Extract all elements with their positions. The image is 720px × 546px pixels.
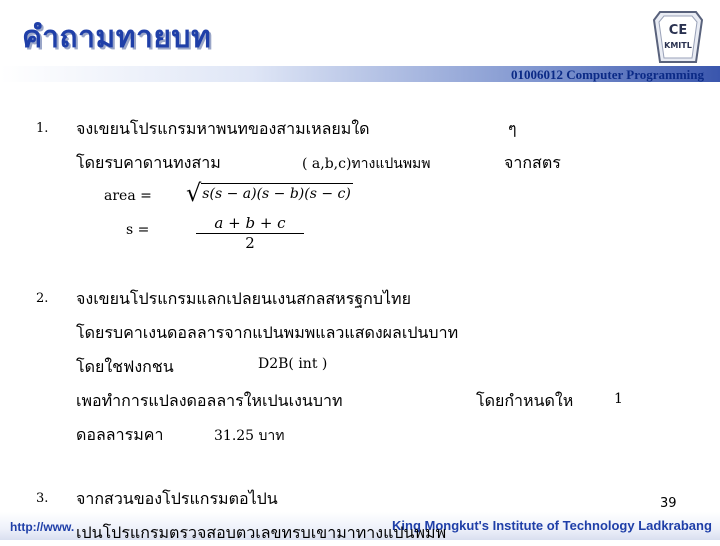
fraction-denominator: 2 [245,234,255,252]
function-name: D2B( int ) [258,356,328,372]
item-text: โดยใชฟงกชน [76,357,174,376]
slide-title: คำถามทายบท [22,20,212,55]
sqrt-icon: √ [186,179,202,207]
item-text: 31.25 บาท [214,428,285,444]
item-number: 1. [36,121,49,136]
footer-institute: King Mongkut's Institute of Technology Ladkrabang [392,518,712,533]
item-text: 1 [614,391,623,407]
course-code: 01006012 Computer Programming [510,67,704,82]
formula-label: s = [126,222,150,238]
item-text: ๆ [508,119,517,138]
page-number: 39 [660,496,677,511]
item-text: ดอลลารมคา [76,425,164,444]
formula-expression: s(s − a)(s − b)(s − c) [201,183,353,202]
item-text: จงเขยนโปรแกรมหาพนทของสามเหลยมใด [76,119,370,138]
item-text: เพอทำการแปลงดอลลารใหเปนเงนบาท [76,391,343,410]
formula-label: area = [104,188,152,204]
item-text: โดยรบคาเงนดอลลารจากแปนพมพแลวแสดงผลเปนบาท [76,323,459,342]
item-text: จากสตร [504,153,561,172]
fraction-numerator: a + b + c [196,214,304,234]
heron-formula [186,180,353,206]
item-text: เปนโปรแกรมตรวจสอบตวเลขทรบเขามาทางแปนพมพ [76,523,447,542]
item-number: 2. [36,291,49,306]
item-number: 3. [36,491,49,506]
item-text: จงเขยนโปรแกรมแลกเปลยนเงนสกลสหรฐกบไทย [76,289,411,308]
footer-url: http://www. [10,520,75,534]
svg-text:KMITL: KMITL [664,41,692,50]
semi-perimeter-formula [196,214,304,252]
item-text: ( a,b,c)ทางแปนพมพ [302,156,431,172]
ce-kmitl-logo [652,10,704,64]
item-text: โดยกำหนดให [476,391,574,410]
svg-text:CE: CE [668,23,688,38]
item-text: จากสวนของโปรแกรมตอไปน [76,489,278,508]
item-text: โดยรบคาดานทงสาม [76,153,221,172]
